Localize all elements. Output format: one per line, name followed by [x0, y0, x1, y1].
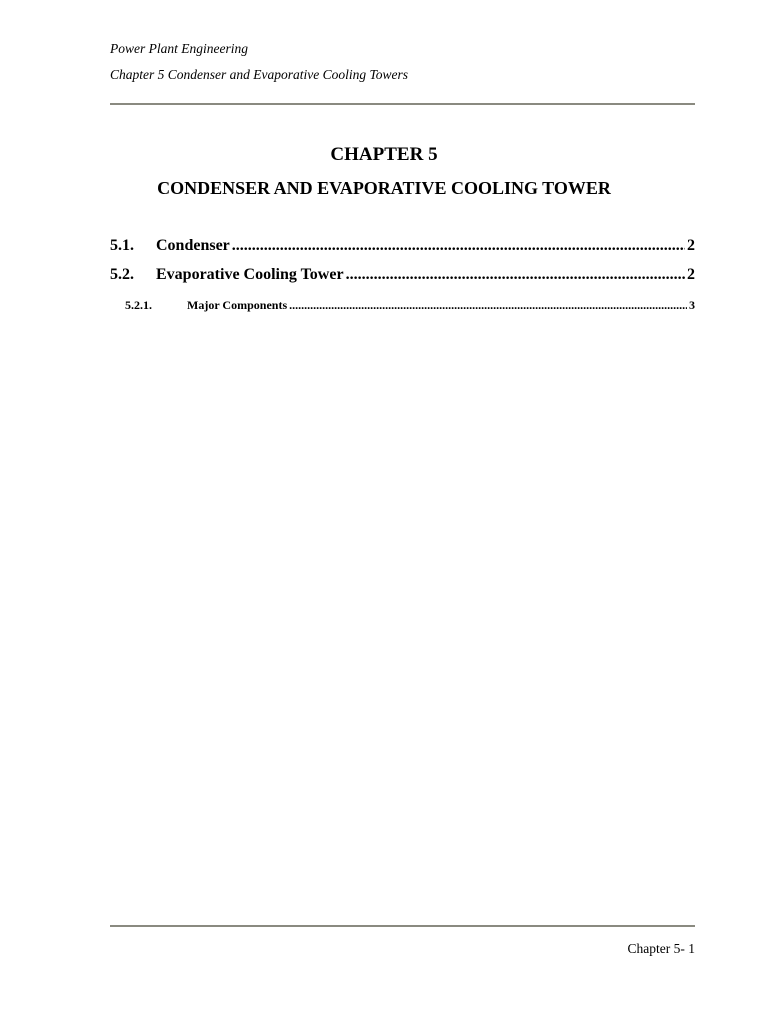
toc-entry-number: 5.2. — [110, 266, 134, 283]
chapter-number: CHAPTER 5 — [330, 144, 438, 165]
toc-dot-leader — [232, 236, 685, 256]
toc-entry-page: 2 — [687, 266, 695, 283]
footer-divider — [110, 925, 695, 927]
chapter-running-title: Chapter 5 Condenser and Evaporative Cooling Towers — [110, 67, 409, 82]
toc-entry-page: 3 — [689, 298, 695, 312]
toc-entry-evaporative-cooling-tower[interactable] — [110, 265, 695, 285]
book-title: Power Plant Engineering — [110, 41, 248, 56]
page-number: Chapter 5- 1 — [627, 941, 695, 956]
chapter-title: CONDENSER AND EVAPORATIVE COOLING TOWER — [157, 178, 611, 198]
toc-entry-title: Major Components — [187, 298, 288, 312]
toc-entry-number: 5.1. — [110, 237, 134, 254]
toc-dot-leader — [289, 298, 687, 312]
toc-entry-condenser[interactable] — [110, 236, 695, 256]
header-divider — [110, 103, 695, 105]
toc-entry-major-components[interactable] — [125, 298, 695, 312]
toc-entry-number: 5.2.1. — [125, 298, 152, 312]
toc-dot-leader — [346, 265, 685, 285]
toc-entry-title: Evaporative Cooling Tower — [156, 266, 344, 283]
toc-entry-page: 2 — [687, 237, 695, 254]
toc-entry-title: Condenser — [156, 237, 230, 254]
